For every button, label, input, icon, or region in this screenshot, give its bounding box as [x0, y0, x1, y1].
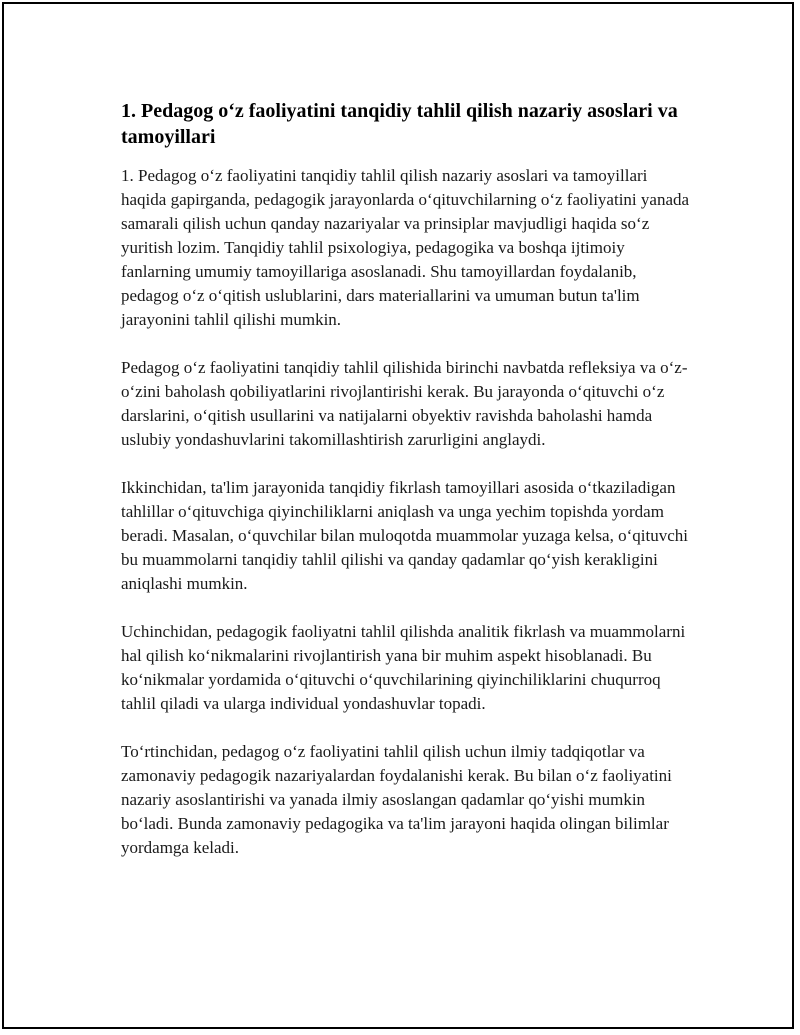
paragraph-2: Pedagog o‘z faoliyatini tanqidiy tahlil qilishida birinchi navbatda refleksiya va o‘z-o‘zini baholash qobiliyatlarini rivojlantirishi kerak. Bu jarayonda o‘qituvchi o‘z darslarini, o‘qitish usullarini va natijalarni obyektiv ravishda baholashi hamda uslubiy yondashuvlarini takomillashtirish zarurligini anglaydi.: [121, 358, 688, 449]
paragraph-3: Ikkinchidan, ta'lim jarayonida tanqidiy fikrlash tamoyillari asosida o‘tkaziladigan tahlillar o‘qituvchiga qiyinchiliklarni aniqlash va unga yechim topishda yordam beradi. Masalan, o‘quvchilar bilan muloqotda muammolar yuzaga kelsa, o‘qituvchi bu muammolarni tanqidiy tahlil qilishi va qanday qadamlar qo‘yish kerakligini aniqlashi mumkin.: [121, 478, 688, 593]
document-title: 1. Pedagog o‘z faoliyatini tanqidiy tahlil qilish nazariy asoslari va tamoyillari: [121, 100, 678, 148]
paragraph-1: 1. Pedagog o‘z faoliyatini tanqidiy tahlil qilish nazariy asoslari va tamoyillari haqida gapirganda, pedagogik jarayonlarda o‘qituvchilarning o‘z faoliyatini yanada samarali qilish uchun qanday nazariyalar va prinsiplar mavjudligi haqida so‘z yuritish lozim. Tanqidiy tahlil psixologiya, pedagogika va boshqa ijtimoiy fanlarning umumiy tamoyillariga asoslanadi. Shu tamoyillardan foydalanib, pedagog o‘z o‘qitish uslublarini, dars materiallarini va umuman butun ta'lim jarayonini tahlil qilishi mumkin.: [121, 166, 690, 329]
page-frame: [2, 2, 794, 1029]
document-body: [121, 98, 693, 884]
paragraph-5: To‘rtinchidan, pedagog o‘z faoliyatini tahlil qilish uchun ilmiy tadqiqotlar va zamonaviy pedagogik nazariyalardan foydalanishi kerak. Bu bilan o‘z faoliyatini nazariy asoslantirishi va yanada ilmiy asoslangan qadamlar qo‘yishi mumkin bo‘ladi. Bunda zamonaviy pedagogika va ta'lim jarayoni haqida olingan bilimlar yordamga keladi.: [121, 742, 672, 857]
paragraph-4: Uchinchidan, pedagogik faoliyatni tahlil qilishda analitik fikrlash va muammolarni hal qilish ko‘nikmalarini rivojlantirish yana bir muhim aspekt hisoblanadi. Bu ko‘nikmalar yordamida o‘qituvchi o‘quvchilarining qiyinchiliklarini chuqurroq tahlil qiladi va ularga individual yondashuvlar topadi.: [121, 622, 686, 713]
